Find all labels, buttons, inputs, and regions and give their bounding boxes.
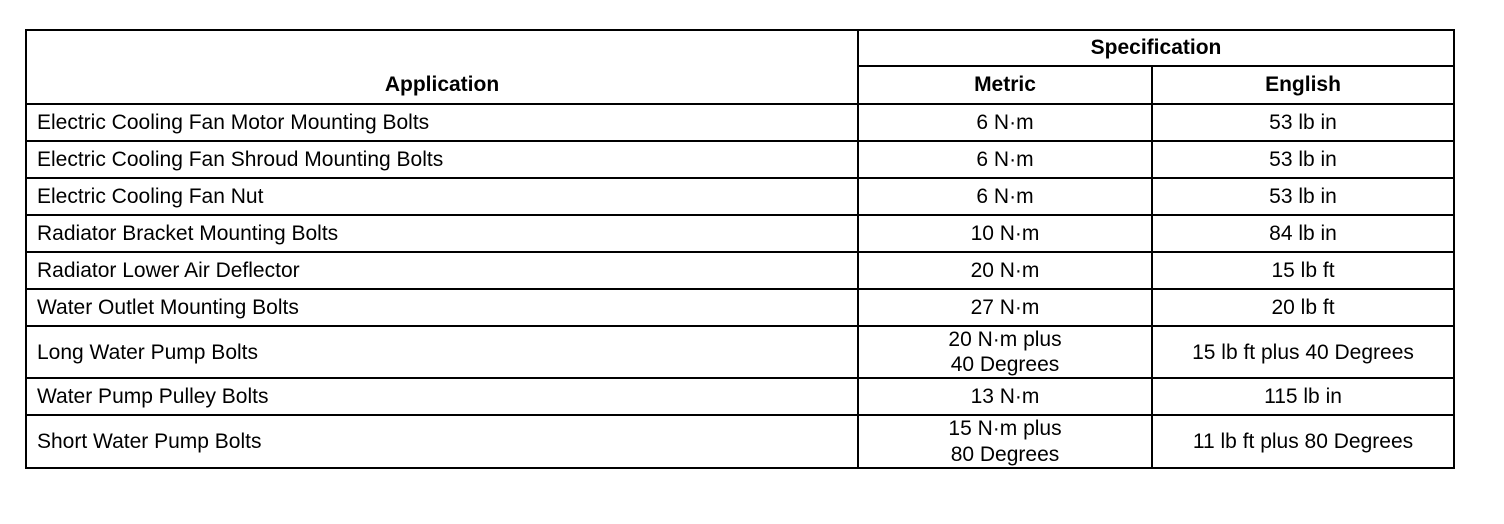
metric-cell: 13 N·m	[858, 378, 1152, 415]
table-row	[26, 252, 1454, 289]
header-english: English	[1152, 66, 1454, 104]
table-row	[26, 326, 1454, 378]
english-cell: 53 lb in	[1152, 178, 1454, 215]
application-cell: Electric Cooling Fan Nut	[26, 178, 858, 215]
header-metric: Metric	[858, 66, 1152, 104]
header-application: Application	[26, 30, 858, 104]
metric-line: 40 Degrees	[950, 353, 1060, 377]
metric-cell: 27 N·m	[858, 289, 1152, 326]
metric-cell: 6 N·m	[858, 141, 1152, 178]
table-row	[26, 215, 1454, 252]
table-row	[26, 289, 1454, 326]
metric-cell: 20 N·m	[858, 252, 1152, 289]
english-cell: 15 lb ft	[1152, 252, 1454, 289]
english-cell: 53 lb in	[1152, 104, 1454, 141]
metric-line: 80 Degrees	[950, 442, 1060, 466]
english-cell: 20 lb ft	[1152, 289, 1454, 326]
metric-cell	[858, 415, 1152, 467]
application-cell: Electric Cooling Fan Shroud Mounting Bolts	[26, 141, 858, 178]
english-cell: 11 lb ft plus 80 Degrees	[1152, 415, 1454, 467]
table-row	[26, 104, 1454, 141]
english-cell: 84 lb in	[1152, 215, 1454, 252]
metric-line: 15 N·m plus	[948, 417, 1062, 441]
english-cell: 15 lb ft plus 40 Degrees	[1152, 326, 1454, 378]
application-cell: Short Water Pump Bolts	[26, 415, 858, 467]
metric-cell: 6 N·m	[858, 178, 1152, 215]
header-specification: Specification	[858, 30, 1454, 66]
torque-specification-table	[25, 29, 1455, 469]
table-row	[26, 415, 1454, 467]
application-cell: Long Water Pump Bolts	[26, 326, 858, 378]
metric-cell: 6 N·m	[858, 104, 1152, 141]
table-row	[26, 141, 1454, 178]
application-cell: Radiator Lower Air Deflector	[26, 252, 858, 289]
application-cell: Radiator Bracket Mounting Bolts	[26, 215, 858, 252]
table-row	[26, 178, 1454, 215]
metric-cell	[858, 326, 1152, 378]
application-cell: Water Pump Pulley Bolts	[26, 378, 858, 415]
metric-line: 20 N·m plus	[948, 328, 1062, 351]
application-cell: Water Outlet Mounting Bolts	[26, 289, 858, 326]
header-row-top	[26, 30, 1454, 66]
english-cell: 115 lb in	[1152, 378, 1454, 415]
table-row	[26, 378, 1454, 415]
english-cell: 53 lb in	[1152, 141, 1454, 178]
metric-cell: 10 N·m	[858, 215, 1152, 252]
application-cell: Electric Cooling Fan Motor Mounting Bolts	[26, 104, 858, 141]
